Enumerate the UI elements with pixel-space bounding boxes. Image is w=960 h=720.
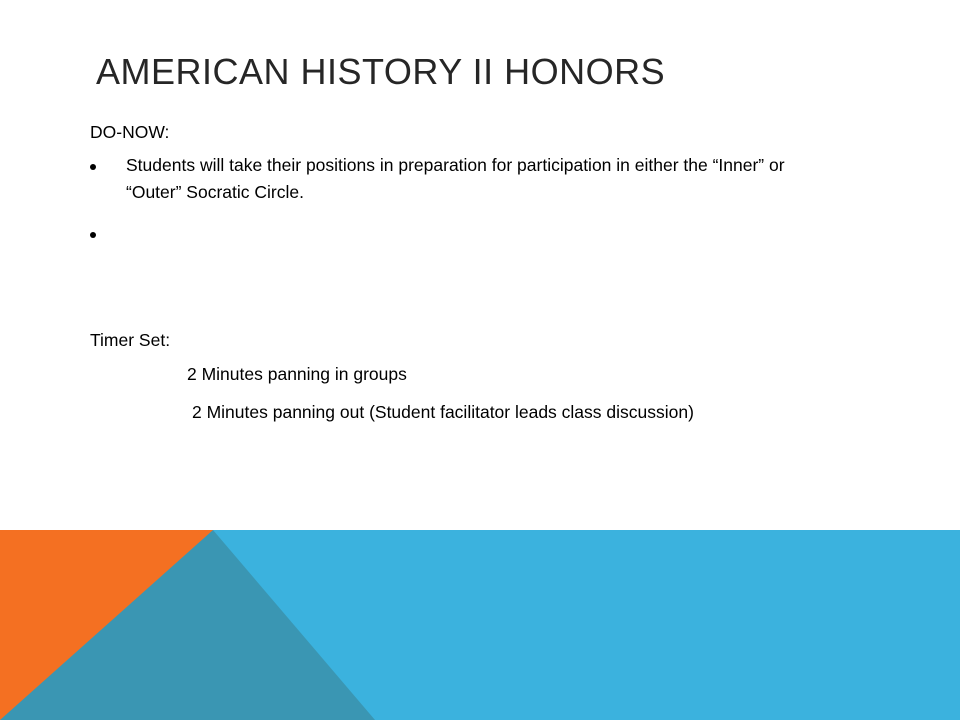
- timer-label: Timer Set:: [90, 330, 171, 350]
- bullet-dot-icon: [90, 232, 96, 238]
- slide-title: AMERICAN HISTORY II HONORS: [96, 51, 666, 92]
- timer-item: 2 Minutes panning in groups: [187, 364, 407, 384]
- decorative-band: [0, 530, 960, 720]
- bullet-dot-icon: [90, 164, 96, 170]
- do-now-label: DO-NOW:: [90, 122, 170, 142]
- bullet-text: Students will take their positions in preparation for participation in either the “Inner” or “Outer” Socratic Circle.: [126, 155, 785, 202]
- timer-item: 2 Minutes panning out (Student facilitator leads class discussion): [192, 402, 694, 422]
